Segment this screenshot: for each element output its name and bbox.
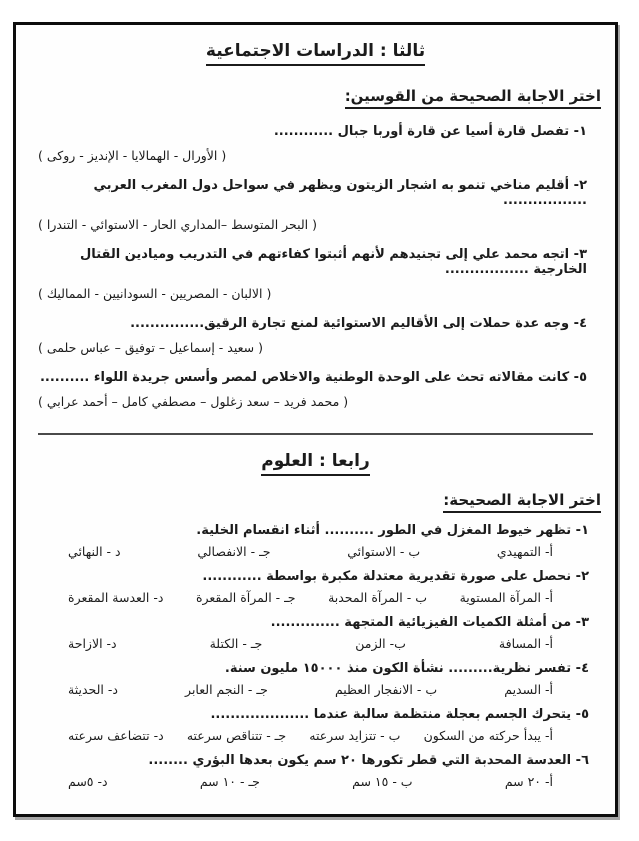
s3-question-4: [30, 316, 601, 355]
option-c: جـ - تتناقص سرعته: [186, 728, 287, 743]
question-text: ٢- نحصل على صورة تقديرية معتدلة مكبرة بواسطة ............: [202, 569, 589, 584]
s4-question-5: [30, 707, 601, 743]
s3-question-5: [30, 370, 601, 409]
section3-title: ثالثا : الدراسات الاجتماعية: [206, 41, 425, 66]
option-b: ب - الاستوائي: [347, 544, 421, 559]
question-text: ٥- يتحرك الجسم بعجلة منتظمة سالبة عندما ....................: [210, 707, 589, 722]
question-text: ١- تظهر خيوط المغزل في الطور .......... أثناء انقسام الخلية.: [196, 523, 589, 538]
question-options: ( سعيد - إسماعيل – توفيق – عباس حلمى ): [38, 340, 263, 355]
s3-question-3: [30, 247, 601, 301]
s4-question-3: [30, 615, 601, 651]
s3-question-1: [30, 124, 601, 163]
question-options: ( الأورال - الهمالايا - الإنديز - روكى ): [38, 148, 227, 163]
question-options-row: [30, 590, 601, 605]
section3-title-row: [30, 41, 601, 66]
question-options-row: [30, 636, 601, 651]
section4-instruction: اختر الاجابة الصحيحة:: [443, 491, 601, 513]
option-b: ب - تتزايد سرعته: [309, 728, 401, 743]
question-options-row: [30, 728, 601, 743]
option-d: د- الازاحة: [68, 636, 117, 651]
option-b: ب - الانفجار العظيم: [334, 682, 438, 697]
option-d: د- تتضاعف سرعته: [68, 728, 164, 743]
question-text: ٦- العدسة المحدبة التي قطر تكورها ٢٠ سم يكون بعدها البؤري ........: [148, 753, 589, 768]
section3-instruction: اختر الاجابة الصحيحة من القوسين:: [345, 87, 601, 109]
s3-question-2: [30, 178, 601, 232]
question-text: ٤- تفسر نظرية......... نشأة الكون منذ ١٥٠٠٠ مليون سنة.: [224, 661, 589, 676]
s4-question-1: [30, 523, 601, 559]
question-options-row: [30, 544, 601, 559]
option-a: أ- يبدأ حركته من السكون: [423, 728, 553, 743]
s4-question-2: [30, 569, 601, 605]
question-options-row: [30, 774, 601, 789]
question-text: ٢- أقليم مناخي تنمو به اشجار الزيتون ويظهر في سواحل دول المغرب العربي .................: [93, 178, 587, 208]
question-text: ٥- كانت مقالاته تحث على الوحدة الوطنية والاخلاص لمصر وأسس جريدة اللواء ..........: [39, 370, 587, 385]
option-d: د- ٥سم: [68, 774, 108, 789]
question-options-row: [30, 682, 601, 697]
option-a: أ- المسافة: [498, 636, 553, 651]
question-text: ١- تفصل قارة أسيا عن قارة أوربا جبال ............: [273, 124, 587, 139]
s4-question-4: [30, 661, 601, 697]
option-a: أ- التمهيدي: [496, 544, 553, 559]
option-c: جـ - النجم العابر: [185, 682, 268, 697]
option-b: ب - المرآة المحدبة: [328, 590, 428, 605]
question-text: ٣- اتجه محمد علي إلى تجنيدهم لأنهم أثبتوا كفاءتهم في التدريب وميادين القتال الخارجية .................: [80, 247, 587, 277]
question-text: ٤- وجه عدة حملات إلى الأقاليم الاستوائية لمنع تجارة الرقيق...............: [130, 316, 587, 331]
option-b: ب- الزمن: [355, 636, 406, 651]
s4-question-6: [30, 753, 601, 789]
question-options: ( محمد فريد – سعد زغلول – مصطفي كامل – أحمد عرابي ): [38, 394, 349, 409]
question-options: ( البحر المتوسط –المداري الحار - الاستوائي - التندرا ): [38, 217, 318, 232]
section4-title: رابعا : العلوم: [261, 451, 369, 476]
option-c: جـ - الانفصالي: [197, 544, 271, 559]
section-divider: [38, 433, 593, 435]
option-c: جـ - المرآة المقعرة: [195, 590, 296, 605]
option-c: جـ - ١٠ سم: [199, 774, 260, 789]
question-text: ٣- من أمثلة الكميات الفيزيائية المتجهة ..............: [270, 615, 589, 630]
question-options: ( الالبان - المصريين - السودانيين - المماليك ): [38, 286, 272, 301]
option-c: جـ - الكتلة: [209, 636, 263, 651]
option-d: د - النهائي: [68, 544, 121, 559]
option-d: د- العدسة المقعرة: [68, 590, 164, 605]
option-d: د- الحديثة: [68, 682, 118, 697]
section4-instruction-row: [30, 490, 601, 513]
option-a: أ- المرآة المستوية: [459, 590, 553, 605]
option-b: ب - ١٥ سم: [352, 774, 413, 789]
section3-instruction-row: [30, 86, 601, 109]
section4-title-row: [30, 451, 601, 476]
option-a: أ- ٢٠ سم: [504, 774, 553, 789]
page-border-frame: [13, 22, 618, 817]
option-a: أ- السديم: [504, 682, 553, 697]
